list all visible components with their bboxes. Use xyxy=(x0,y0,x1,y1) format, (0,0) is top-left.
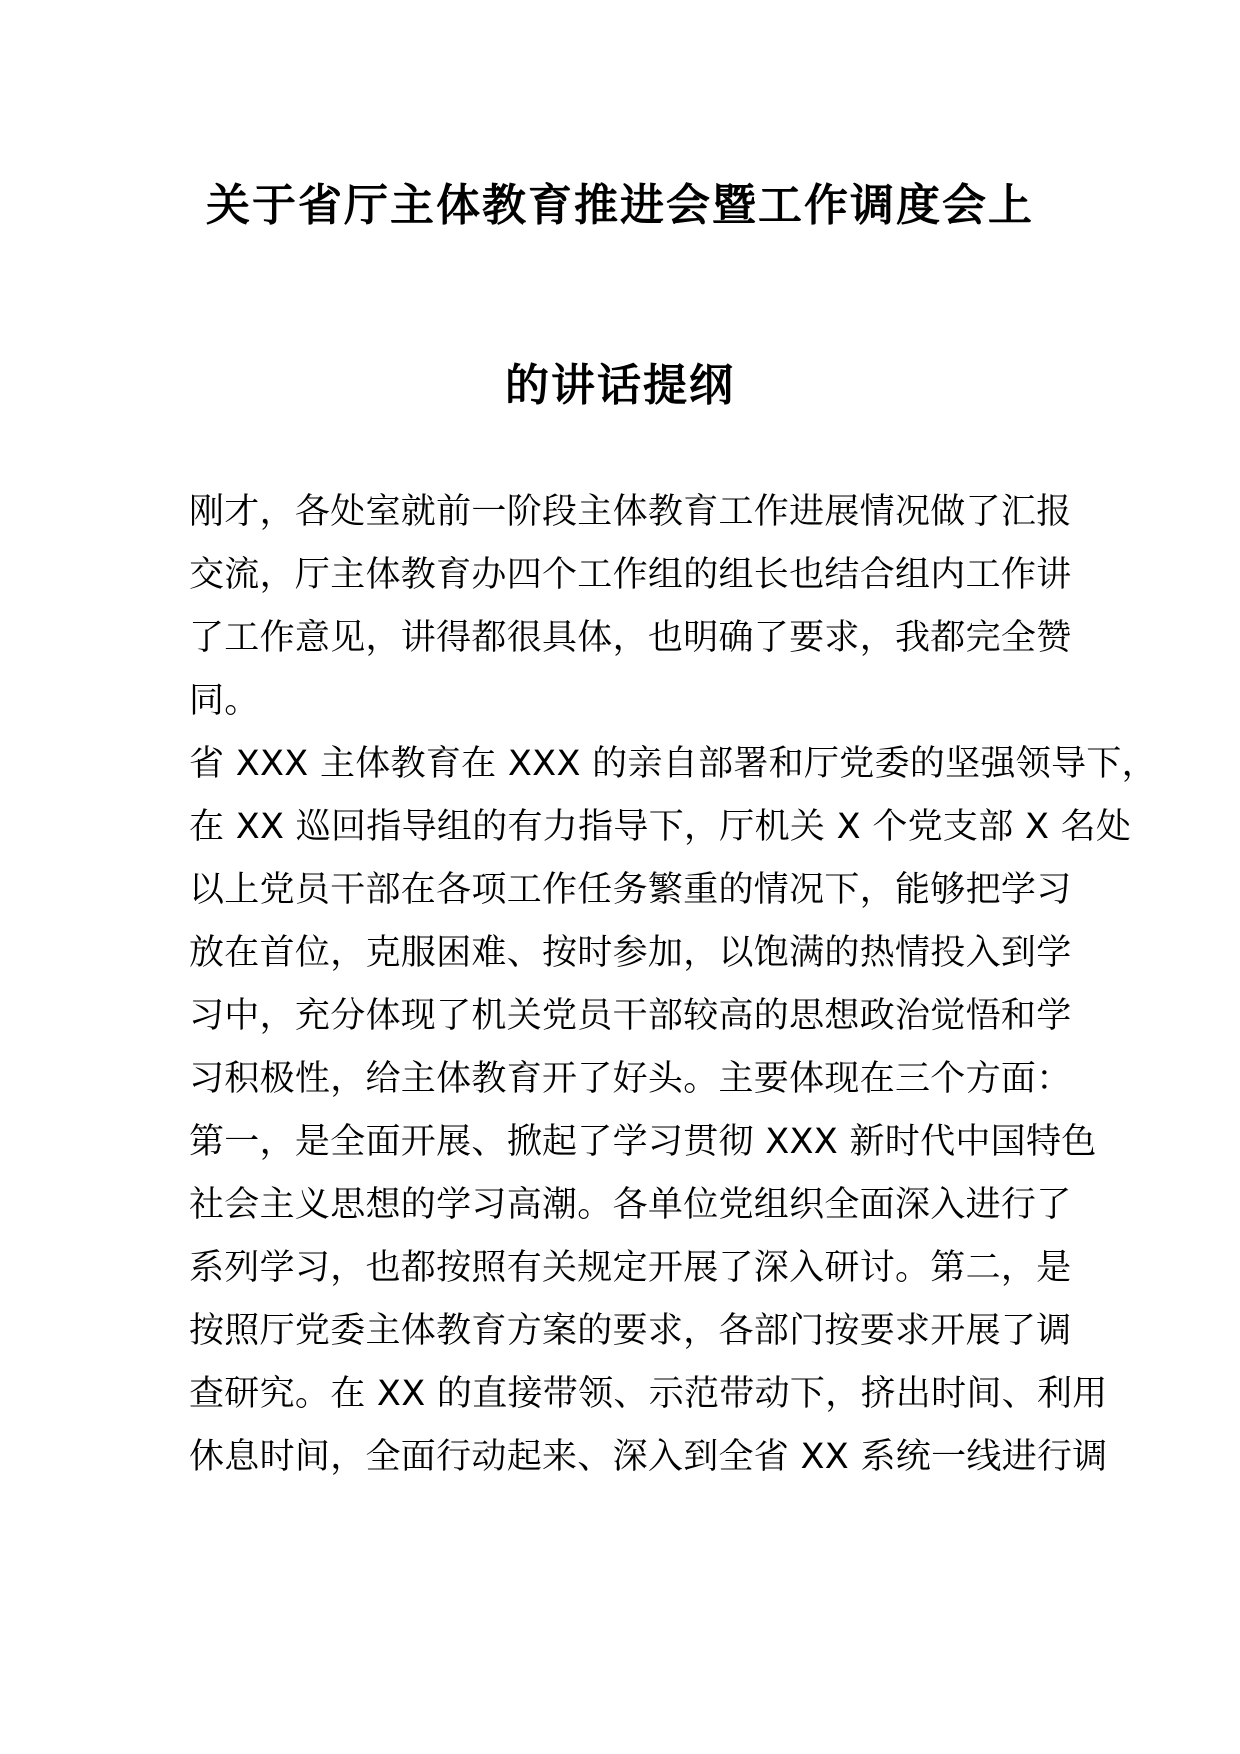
body-line: 交流，厅主体教育办四个工作组的组长也结合组内工作讲 xyxy=(189,555,1072,595)
body-line: 省 XXX 主体教育在 XXX 的亲自部署和厅党委的坚强领导下， xyxy=(189,744,1157,784)
body-line: 习积极性，给主体教育开了好头。主要体现在三个方面： xyxy=(189,1059,1072,1099)
body-line: 社会主义思想的学习高潮。各单位党组织全面深入进行了 xyxy=(189,1185,1072,1225)
title-line-1: 关于省厅主体教育推进会暨工作调度会上 xyxy=(206,180,1034,231)
body-line: 在 XX 巡回指导组的有力指导下，厅机关 X 个党支部 X 名处 xyxy=(189,807,1132,847)
body-line: 以上党员干部在各项工作任务繁重的情况下，能够把学习 xyxy=(189,870,1072,910)
body-line: 系列学习，也都按照有关规定开展了深入研讨。第二，是 xyxy=(189,1248,1072,1288)
body-line: 查研究。在 XX 的直接带领、示范带动下，挤出时间、利用 xyxy=(189,1374,1108,1414)
body-line: 第一，是全面开展、掀起了学习贯彻 XXX 新时代中国特色 xyxy=(189,1122,1097,1162)
body-line: 休息时间，全面行动起来、深入到全省 XX 系统一线进行调 xyxy=(189,1437,1108,1477)
body-line: 同。 xyxy=(189,681,260,721)
body-line: 按照厅党委主体教育方案的要求，各部门按要求开展了调 xyxy=(189,1311,1072,1351)
title-line-2: 的讲话提纲 xyxy=(505,360,735,411)
body-line: 刚才，各处室就前一阶段主体教育工作进展情况做了汇报 xyxy=(189,492,1072,532)
body-line: 习中，充分体现了机关党员干部较高的思想政治觉悟和学 xyxy=(189,996,1072,1036)
body-line: 放在首位，克服困难、按时参加，以饱满的热情投入到学 xyxy=(189,933,1072,973)
body-line: 了工作意见，讲得都很具体，也明确了要求，我都完全赞 xyxy=(189,618,1072,658)
